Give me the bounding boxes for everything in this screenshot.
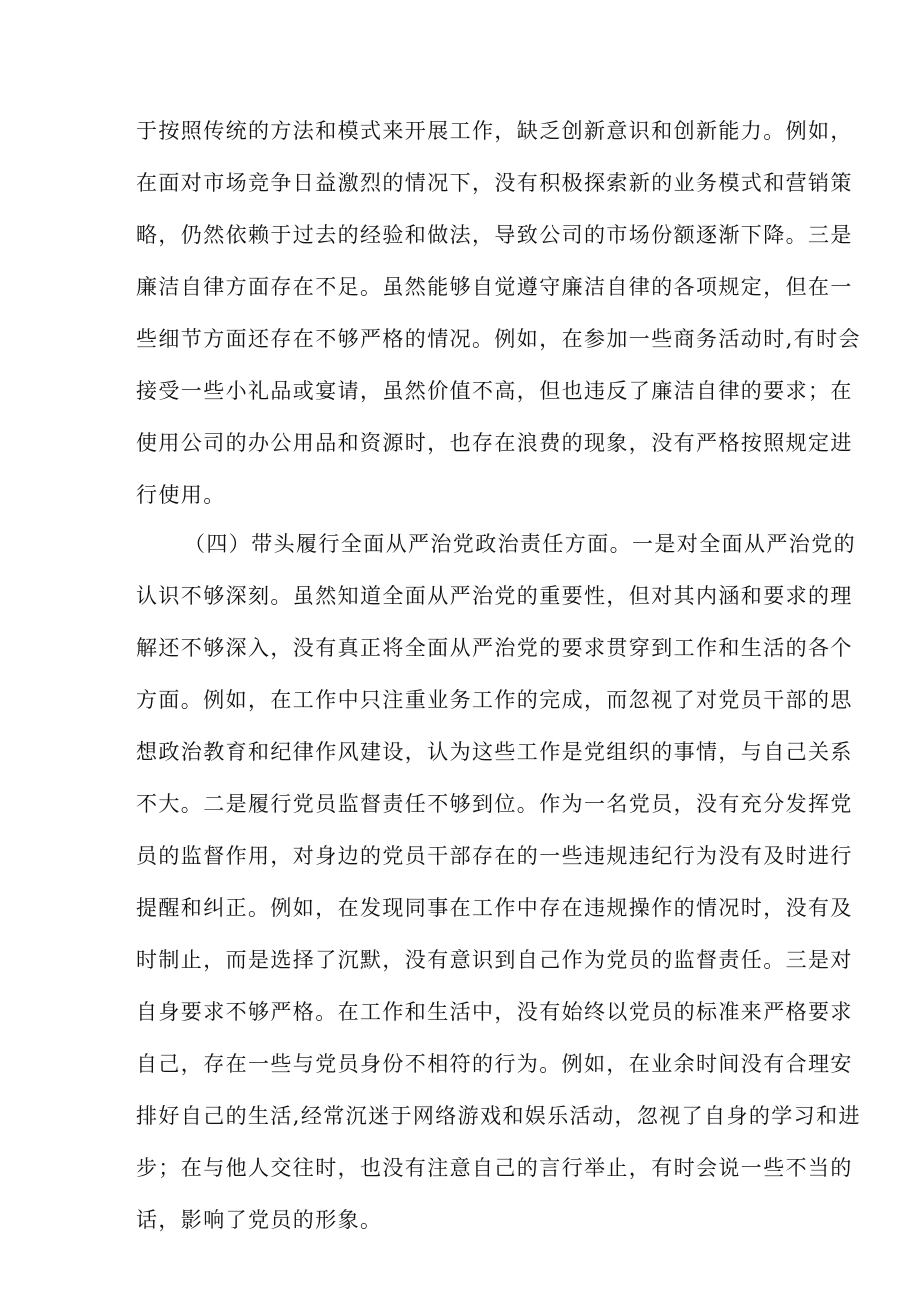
paragraph-line: 员的监督作用，对身边的党员干部存在的一些违规违纪行为没有及时进行 <box>136 844 853 868</box>
paragraph-line: 认识不够深刻。虽然知道全面从严治党的重要性，但对其内涵和要求的理 <box>136 584 853 608</box>
paragraph-heading-line: （四）带头履行全面从严治党政治责任方面。一是对全面从严治党的 <box>184 532 856 556</box>
paragraph-line: 廉洁自律方面存在不足。虽然能够自觉遵守廉洁自律的各项规定，但在一 <box>136 275 853 299</box>
paragraph-line: 于按照传统的方法和模式来开展工作，缺乏创新意识和创新能力。例如， <box>136 119 853 143</box>
paragraph-line: 提醒和纠正。例如，在发现同事在工作中存在违规操作的情况时，没有及 <box>136 896 853 920</box>
paragraph-line: 不大。二是履行党员监督责任不够到位。作为一名党员，没有充分发挥党 <box>136 792 853 816</box>
paragraph-line: 步；在与他人交往时，也没有注意自己的言行举止，有时会说一些不当的 <box>136 1156 853 1180</box>
paragraph-line: 自己，存在一些与党员身份不相符的行为。例如，在业余时间没有合理安 <box>136 1052 853 1076</box>
paragraph-line: 时制止，而是选择了沉默，没有意识到自己作为党员的监督责任。三是对 <box>136 948 853 972</box>
paragraph-line: 行使用。 <box>136 483 226 507</box>
paragraph-1 <box>136 105 861 521</box>
paragraph-line: 方面。例如，在工作中只注重业务工作的完成，而忽视了对党员干部的思 <box>136 688 853 712</box>
paragraph-2 <box>136 518 861 1246</box>
paragraph-line: 排好自己的生活,经常沉迷于网络游戏和娱乐活动，忽视了自身的学习和进 <box>136 1104 861 1128</box>
paragraph-line: 略，仍然依赖于过去的经验和做法，导致公司的市场份额逐渐下降。三是 <box>136 223 853 247</box>
paragraph-line: 自身要求不够严格。在工作和生活中，没有始终以党员的标准来严格要求 <box>136 1000 853 1024</box>
paragraph-line: 使用公司的办公用品和资源时，也存在浪费的现象，没有严格按照规定进 <box>136 431 853 455</box>
paragraph-line: 些细节方面还存在不够严格的情况。例如，在参加一些商务活动时,有时会 <box>136 327 861 351</box>
paragraph-line: 话，影响了党员的形象。 <box>136 1208 383 1232</box>
paragraph-line: 解还不够深入，没有真正将全面从严治党的要求贯穿到工作和生活的各个 <box>136 636 853 660</box>
paragraph-line: 接受一些小礼品或宴请，虽然价值不高，但也违反了廉洁自律的要求；在 <box>136 379 853 403</box>
paragraph-line: 在面对市场竞争日益激烈的情况下，没有积极探索新的业务模式和营销策 <box>136 171 853 195</box>
paragraph-line: 想政治教育和纪律作风建设，认为这些工作是党组织的事情，与自己关系 <box>136 740 853 764</box>
